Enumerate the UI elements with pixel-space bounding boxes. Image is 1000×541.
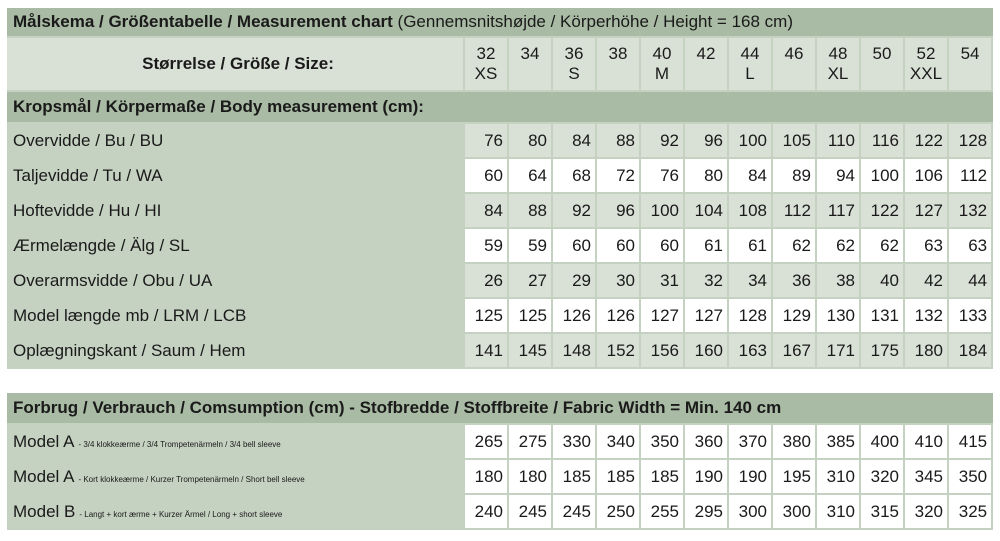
body-value-cell: 127 xyxy=(685,299,729,334)
body-value-cell: 61 xyxy=(685,229,729,264)
body-value-cell: 171 xyxy=(817,334,861,369)
body-value-cell: 128 xyxy=(729,299,773,334)
size-letter xyxy=(773,64,815,84)
size-letter: M xyxy=(654,64,670,83)
consumption-row-label xyxy=(7,425,465,460)
model-name: Model A xyxy=(13,466,75,486)
size-letter xyxy=(509,64,551,84)
size-letter: S xyxy=(568,64,580,83)
body-value-cell: 156 xyxy=(641,334,685,369)
size-number: 48 xyxy=(828,44,848,63)
body-value-cell: 59 xyxy=(465,229,509,264)
consumption-value-cell: 185 xyxy=(553,460,597,495)
body-value-cell: 110 xyxy=(817,124,861,159)
consumption-value-cell: 415 xyxy=(949,425,993,460)
body-value-cell: 30 xyxy=(597,264,641,299)
body-value-cell: 32 xyxy=(685,264,729,299)
body-value-cell: 63 xyxy=(949,229,993,264)
body-value-cell: 64 xyxy=(509,159,553,194)
consumption-value-cell: 315 xyxy=(861,495,905,530)
model-name: Model B xyxy=(13,501,76,521)
body-value-cell: 132 xyxy=(949,194,993,229)
consumption-value-cell: 370 xyxy=(729,425,773,460)
body-value-cell: 84 xyxy=(465,194,509,229)
body-value-cell: 128 xyxy=(949,124,993,159)
consumption-value-cell: 310 xyxy=(817,460,861,495)
body-value-cell: 145 xyxy=(509,334,553,369)
body-row xyxy=(7,334,993,369)
size-cell xyxy=(729,38,773,92)
body-value-cell: 125 xyxy=(509,299,553,334)
body-value-cell: 60 xyxy=(465,159,509,194)
size-cell xyxy=(905,38,949,92)
body-value-cell: 122 xyxy=(861,194,905,229)
size-cell xyxy=(597,38,641,92)
body-value-cell: 105 xyxy=(773,124,817,159)
body-value-cell: 94 xyxy=(817,159,861,194)
body-value-cell: 31 xyxy=(641,264,685,299)
size-letter xyxy=(597,64,639,84)
body-value-cell: 125 xyxy=(465,299,509,334)
body-value-cell: 60 xyxy=(553,229,597,264)
body-value-cell: 88 xyxy=(597,124,641,159)
body-value-cell: 68 xyxy=(553,159,597,194)
body-value-cell: 167 xyxy=(773,334,817,369)
body-row-label: Hoftevidde / Hu / HI xyxy=(7,194,465,229)
consumption-value-cell: 320 xyxy=(861,460,905,495)
consumption-value-cell: 330 xyxy=(553,425,597,460)
size-number: 52 xyxy=(916,44,936,63)
body-value-cell: 122 xyxy=(905,124,949,159)
body-value-cell: 133 xyxy=(949,299,993,334)
body-value-cell: 126 xyxy=(553,299,597,334)
body-value-cell: 88 xyxy=(509,194,553,229)
size-cell xyxy=(949,38,993,92)
body-value-cell: 72 xyxy=(597,159,641,194)
size-row xyxy=(7,38,993,92)
title-row xyxy=(7,8,993,38)
body-value-cell: 100 xyxy=(729,124,773,159)
body-value-cell: 84 xyxy=(553,124,597,159)
body-value-cell: 116 xyxy=(861,124,905,159)
body-value-cell: 129 xyxy=(773,299,817,334)
size-number: 38 xyxy=(608,44,628,63)
consumption-value-cell: 245 xyxy=(509,495,553,530)
body-value-cell: 117 xyxy=(817,194,861,229)
body-value-cell: 112 xyxy=(949,159,993,194)
model-description: - 3/4 klokkeærme / 3/4 Trompetenärmeln / 3/4 bell sleeve xyxy=(78,439,281,449)
consumption-value-cell: 180 xyxy=(509,460,553,495)
consumption-row xyxy=(7,495,993,530)
body-value-cell: 96 xyxy=(597,194,641,229)
body-value-cell: 60 xyxy=(641,229,685,264)
chart-title-bold: Målskema / Größentabelle / Measurement chart xyxy=(13,12,393,31)
body-value-cell: 80 xyxy=(509,124,553,159)
body-row xyxy=(7,124,993,159)
consumption-value-cell: 385 xyxy=(817,425,861,460)
consumption-value-cell: 300 xyxy=(729,495,773,530)
body-value-cell: 131 xyxy=(861,299,905,334)
body-value-cell: 26 xyxy=(465,264,509,299)
body-section-title: Kropsmål / Körpermaße / Body measurement (cm): xyxy=(7,92,993,124)
body-value-cell: 76 xyxy=(641,159,685,194)
consumption-row xyxy=(7,460,993,495)
body-value-cell: 132 xyxy=(905,299,949,334)
body-value-cell: 62 xyxy=(773,229,817,264)
body-value-cell: 127 xyxy=(905,194,949,229)
body-value-cell: 40 xyxy=(861,264,905,299)
body-row xyxy=(7,194,993,229)
size-number: 46 xyxy=(784,44,804,63)
body-row-label: Oplægningskant / Saum / Hem xyxy=(7,334,465,369)
size-number: 54 xyxy=(960,44,980,63)
size-letter xyxy=(949,64,991,84)
size-cell xyxy=(509,38,553,92)
body-value-cell: 130 xyxy=(817,299,861,334)
body-value-cell: 76 xyxy=(465,124,509,159)
body-value-cell: 60 xyxy=(597,229,641,264)
size-number: 32 xyxy=(476,44,496,63)
size-letter: XS xyxy=(474,64,498,83)
body-value-cell: 42 xyxy=(905,264,949,299)
body-value-cell: 62 xyxy=(861,229,905,264)
size-header: Størrelse / Größe / Size: xyxy=(7,38,465,92)
body-section-row xyxy=(7,92,993,124)
size-cell xyxy=(641,38,685,92)
size-cell xyxy=(553,38,597,92)
consumption-value-cell: 360 xyxy=(685,425,729,460)
size-cell xyxy=(861,38,905,92)
consumption-value-cell: 255 xyxy=(641,495,685,530)
consumption-value-cell: 350 xyxy=(949,460,993,495)
body-value-cell: 127 xyxy=(641,299,685,334)
body-value-cell: 38 xyxy=(817,264,861,299)
consumption-value-cell: 295 xyxy=(685,495,729,530)
consumption-value-cell: 345 xyxy=(905,460,949,495)
size-letter: XXL xyxy=(909,64,943,83)
consumption-value-cell: 380 xyxy=(773,425,817,460)
body-value-cell: 44 xyxy=(949,264,993,299)
body-value-cell: 89 xyxy=(773,159,817,194)
body-row xyxy=(7,264,993,299)
model-description: - Kort klokkeærme / Kurzer Trompetenärmeln / Short bell sleeve xyxy=(78,474,305,484)
body-row-label: Ærmelængde / Älg / SL xyxy=(7,229,465,264)
body-value-cell: 112 xyxy=(773,194,817,229)
body-value-cell: 80 xyxy=(685,159,729,194)
consumption-value-cell: 300 xyxy=(773,495,817,530)
body-value-cell: 61 xyxy=(729,229,773,264)
body-value-cell: 63 xyxy=(905,229,949,264)
consumption-value-cell: 180 xyxy=(465,460,509,495)
size-letter xyxy=(861,64,903,84)
body-value-cell: 96 xyxy=(685,124,729,159)
consumption-value-cell: 320 xyxy=(905,495,949,530)
body-value-cell: 106 xyxy=(905,159,949,194)
size-cell xyxy=(773,38,817,92)
body-value-cell: 62 xyxy=(817,229,861,264)
consumption-value-cell: 350 xyxy=(641,425,685,460)
consumption-section-title: Forbrug / Verbrauch / Comsumption (cm) - Stofbredde / Stoffbreite / Fabric Width = Min. 140 cm xyxy=(7,393,993,425)
size-number: 34 xyxy=(520,44,540,63)
body-row xyxy=(7,229,993,264)
body-value-cell: 141 xyxy=(465,334,509,369)
body-value-cell: 180 xyxy=(905,334,949,369)
consumption-value-cell: 250 xyxy=(597,495,641,530)
size-letter: XL xyxy=(827,64,849,83)
size-number: 44 xyxy=(740,44,760,63)
consumption-value-cell: 400 xyxy=(861,425,905,460)
model-description: - Langt + kort ærme + Kurzer Ärmel / Long + short sleeve xyxy=(79,509,283,519)
size-cell xyxy=(685,38,729,92)
consumption-value-cell: 340 xyxy=(597,425,641,460)
consumption-row-label xyxy=(7,495,465,530)
body-value-cell: 27 xyxy=(509,264,553,299)
body-value-cell: 100 xyxy=(641,194,685,229)
consumption-value-cell: 185 xyxy=(641,460,685,495)
consumption-value-cell: 245 xyxy=(553,495,597,530)
body-row xyxy=(7,159,993,194)
body-value-cell: 184 xyxy=(949,334,993,369)
size-number: 42 xyxy=(696,44,716,63)
consumption-value-cell: 190 xyxy=(729,460,773,495)
body-value-cell: 163 xyxy=(729,334,773,369)
body-value-cell: 84 xyxy=(729,159,773,194)
consumption-value-cell: 265 xyxy=(465,425,509,460)
body-row-label: Model længde mb / LRM / LCB xyxy=(7,299,465,334)
size-number: 50 xyxy=(872,44,892,63)
model-name: Model A xyxy=(13,431,75,451)
body-row-label: Overarmsvidde / Obu / UA xyxy=(7,264,465,299)
body-value-cell: 100 xyxy=(861,159,905,194)
chart-title xyxy=(7,8,993,38)
body-value-cell: 29 xyxy=(553,264,597,299)
body-value-cell: 152 xyxy=(597,334,641,369)
body-value-cell: 36 xyxy=(773,264,817,299)
consumption-value-cell: 185 xyxy=(597,460,641,495)
consumption-value-cell: 240 xyxy=(465,495,509,530)
body-value-cell: 92 xyxy=(641,124,685,159)
size-letter xyxy=(685,64,727,84)
body-row xyxy=(7,299,993,334)
size-number: 40 xyxy=(652,44,672,63)
body-row-label: Overvidde / Bu / BU xyxy=(7,124,465,159)
body-value-cell: 160 xyxy=(685,334,729,369)
body-value-cell: 148 xyxy=(553,334,597,369)
body-value-cell: 108 xyxy=(729,194,773,229)
body-value-cell: 92 xyxy=(553,194,597,229)
consumption-section-row xyxy=(7,393,993,425)
size-cell xyxy=(817,38,861,92)
size-letter: L xyxy=(745,64,755,83)
size-number: 36 xyxy=(564,44,584,63)
consumption-value-cell: 310 xyxy=(817,495,861,530)
chart-title-normal: (Gennemsnitshøjde / Körperhöhe / Height = 168 cm) xyxy=(397,12,793,31)
consumption-value-cell: 190 xyxy=(685,460,729,495)
body-row-label: Taljevidde / Tu / WA xyxy=(7,159,465,194)
body-value-cell: 126 xyxy=(597,299,641,334)
consumption-value-cell: 195 xyxy=(773,460,817,495)
size-cell xyxy=(465,38,509,92)
consumption-row xyxy=(7,425,993,460)
body-value-cell: 34 xyxy=(729,264,773,299)
body-value-cell: 104 xyxy=(685,194,729,229)
consumption-value-cell: 325 xyxy=(949,495,993,530)
consumption-value-cell: 275 xyxy=(509,425,553,460)
body-value-cell: 175 xyxy=(861,334,905,369)
consumption-row-label xyxy=(7,460,465,495)
body-value-cell: 59 xyxy=(509,229,553,264)
consumption-value-cell: 410 xyxy=(905,425,949,460)
consumption-table xyxy=(7,393,993,530)
measurement-table xyxy=(7,8,993,369)
